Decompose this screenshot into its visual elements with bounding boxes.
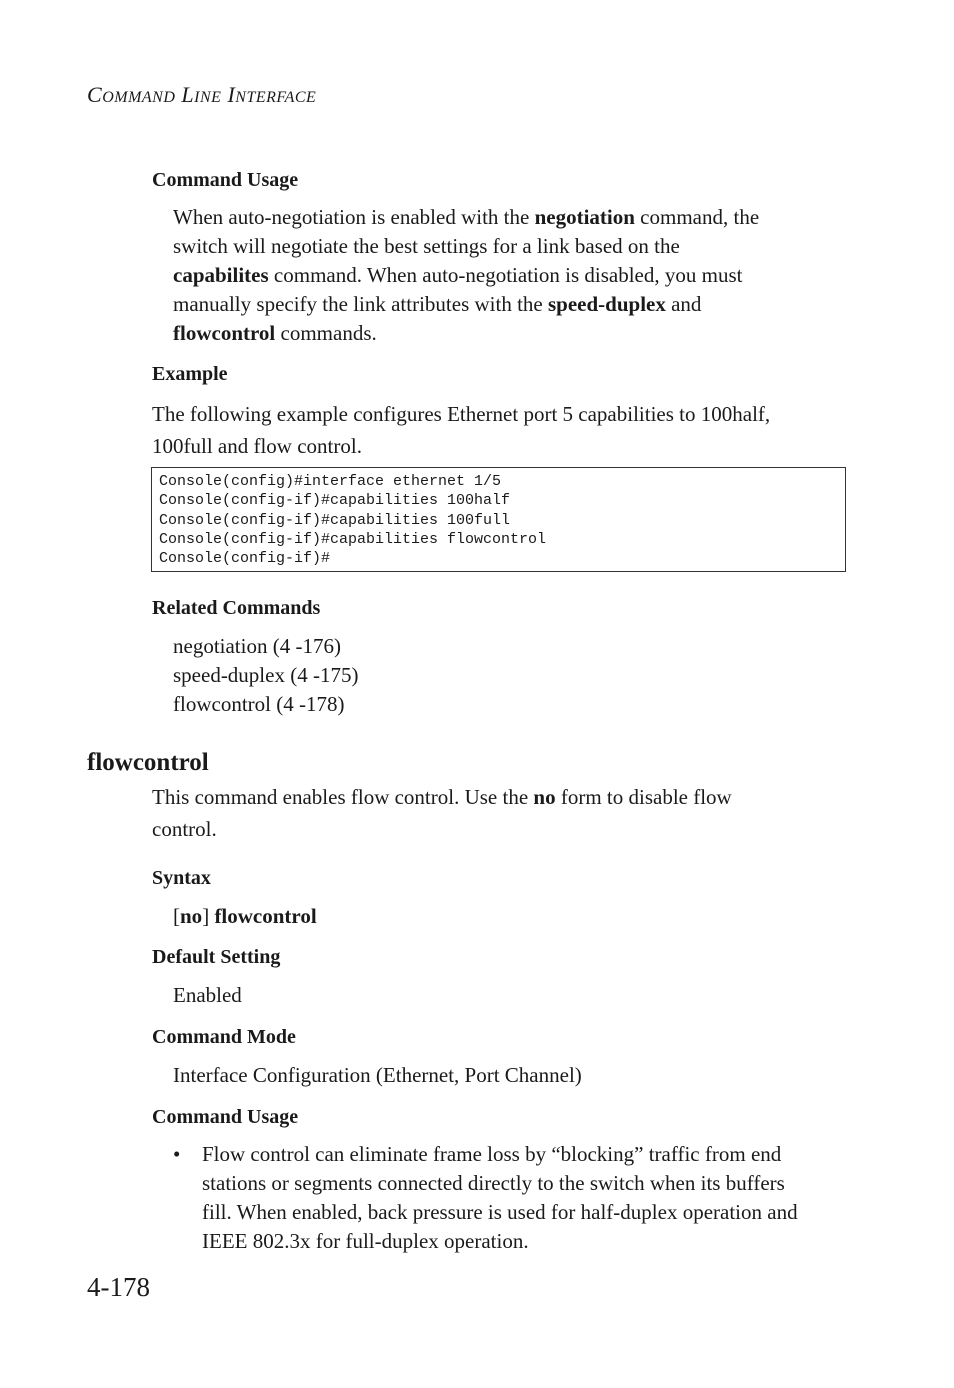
command-usage-paragraph: When auto-negotiation is enabled with the negotiation command, the switch will negotiate the best settings for a link based on the capabilites command. When auto-negotiation is disabled, you must manually specify the link attributes with the speed-duplex and flowcontrol commands. xyxy=(173,205,760,345)
list-item: speed-duplex (4 -175) xyxy=(173,663,359,687)
default-setting-heading: Default Setting xyxy=(152,946,281,968)
syntax-line: [no] flowcontrol xyxy=(173,904,317,928)
code-line: Console(config)#interface ethernet 1/5 xyxy=(159,473,502,490)
code-example xyxy=(151,467,846,572)
code-line: Console(config-if)#capabilities flowcontrol xyxy=(159,530,547,548)
example-description: The following example configures Ethernet port 5 capabilities to 100half, 100full and flow control. xyxy=(152,402,771,458)
running-header: COMMAND LINE INTERFACE xyxy=(87,82,317,107)
command-usage-heading: Command Usage xyxy=(152,169,299,191)
related-commands-heading: Related Commands xyxy=(152,597,321,619)
command-usage-heading-2: Command Usage xyxy=(152,1106,299,1128)
code-line: Console(config-if)# xyxy=(159,550,331,568)
page-number: 4-178 xyxy=(87,1272,150,1302)
command-mode-value: Interface Configuration (Ethernet, Port Channel) xyxy=(173,1063,582,1087)
syntax-heading: Syntax xyxy=(152,867,211,889)
list-item: flowcontrol (4 -178) xyxy=(173,692,345,716)
example-heading: Example xyxy=(152,363,228,385)
bullet-icon: • xyxy=(173,1142,181,1166)
code-line: Console(config-if)#capabilities 100half xyxy=(159,492,511,510)
command-mode-heading: Command Mode xyxy=(152,1026,296,1048)
code-line: Console(config-if)#capabilities 100full xyxy=(159,511,511,529)
section-description: This command enables flow control. Use the no form to disable flow control. xyxy=(152,785,732,841)
default-setting-value: Enabled xyxy=(173,983,242,1007)
related-commands-list xyxy=(173,632,358,719)
list-item: negotiation (4 -176) xyxy=(173,634,341,658)
section-title: flowcontrol xyxy=(87,749,209,776)
bullet-text: Flow control can eliminate frame loss by “blocking” traffic from end stations or segments connected directly to the switch when its buffers fill. When enabled, back pressure is used for half-duplex operation and IEEE 802.3x for full-duplex operation. xyxy=(202,1142,798,1253)
